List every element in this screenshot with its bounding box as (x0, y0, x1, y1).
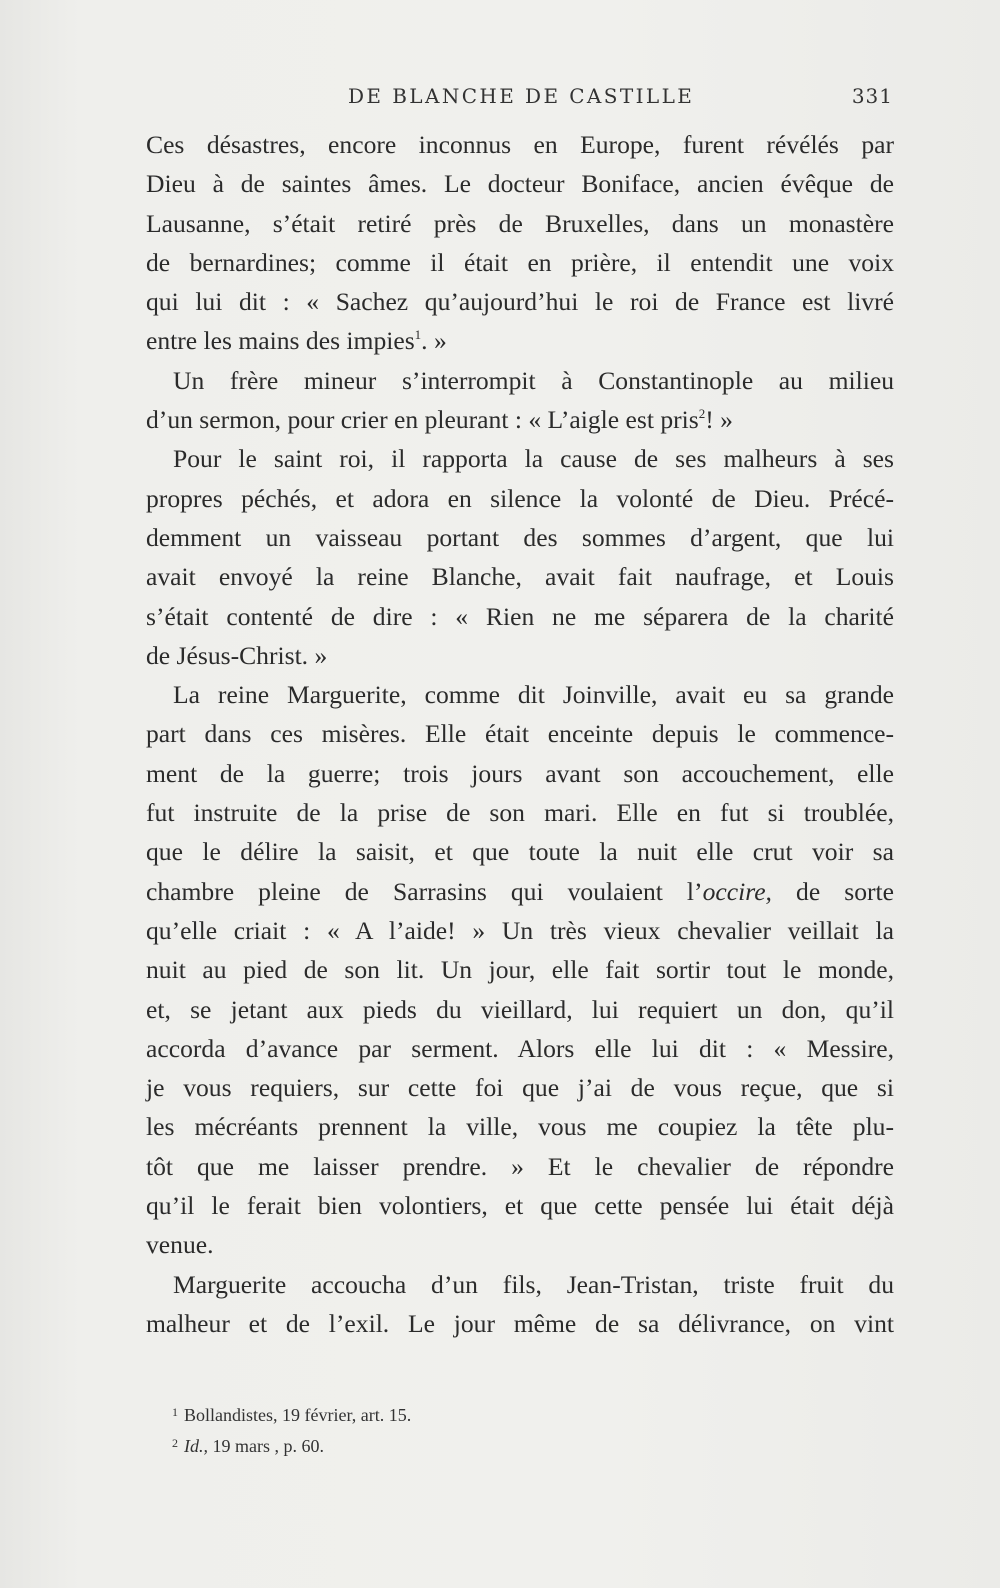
text-line: de Jésus-Christ. » (146, 640, 328, 670)
text-line: je vous requiers, sur cette foi que j’ai de vous reçue, que si (146, 1073, 894, 1103)
text-line: les mécréants prennent la ville, vous me coupiez la tête plu- (146, 1112, 894, 1142)
text-fragment: de sorte (771, 876, 894, 906)
footnote-ref: 2 (698, 406, 706, 422)
text-line (146, 400, 894, 439)
text-line (146, 872, 894, 911)
text-fragment: chambre pleine de Sarrasins qui voulaient l’ (146, 876, 703, 906)
italic-word: occire, (702, 876, 772, 906)
text-line: propres péchés, et adora en silence la volonté de Dieu. Précé- (146, 483, 894, 513)
footnote-italic: Id., (184, 1436, 208, 1456)
footnote (172, 1429, 772, 1460)
text-line: qu’elle criait : « A l’aide! » Un très vieux chevalier veillait la (146, 915, 894, 945)
text-line: La reine Marguerite, comme dit Joinville, avait eu sa grande (173, 680, 894, 710)
text-line: Pour le saint roi, il rapporta la cause de ses malheurs à ses (173, 444, 894, 474)
text-line: nuit au pied de son lit. Un jour, elle fait sortir tout le monde, (146, 955, 894, 985)
text-fragment: ! » (705, 405, 733, 435)
footnote-text: 19 mars , p. 60. (208, 1436, 324, 1456)
footnote-mark: 1 (172, 1405, 178, 1419)
text-line: demment un vaisseau portant des sommes d’argent, que lui (146, 522, 894, 552)
footnote-ref: 1 (414, 327, 422, 343)
text-line: accorda d’avance par serment. Alors elle lui dit : « Messire, (146, 1033, 894, 1063)
text-line: venue. (146, 1230, 214, 1260)
text-fragment: . » (421, 326, 447, 356)
text-line: et, se jetant aux pieds du vieillard, lui requiert un don, qu’il (146, 994, 894, 1024)
running-title: DE BLANCHE DE CASTILLE (348, 84, 695, 108)
footnote (172, 1398, 772, 1429)
text-line: part dans ces misères. Elle était enceinte depuis le commence- (146, 719, 894, 749)
body-text (146, 125, 894, 1343)
text-line: Marguerite accoucha d’un fils, Jean-Tristan, triste fruit du (173, 1269, 894, 1299)
text-line: ment de la guerre; trois jours avant son accouchement, elle (146, 758, 894, 788)
text-line: s’était contenté de dire : « Rien ne me séparera de la charité (146, 601, 894, 631)
text-line: qui lui dit : « Sachez qu’aujourd’hui le roi de France est livré (146, 287, 894, 317)
page-number: 331 (851, 84, 893, 108)
text-line: avait envoyé la reine Blanche, avait fait naufrage, et Louis (146, 562, 894, 592)
running-header (148, 84, 893, 114)
text-line: malheur et de l’exil. Le jour même de sa délivrance, on vint (146, 1308, 894, 1338)
text-fragment: entre les mains des impies (146, 326, 415, 356)
footnote-mark: 2 (172, 1436, 178, 1450)
text-line: Ces désastres, encore inconnus en Europe, furent révélés par (146, 130, 894, 159)
footnotes (172, 1398, 772, 1460)
text-line: Un frère mineur s’interrompit à Constantinople au milieu (173, 365, 894, 395)
text-line: tôt que me laisser prendre. » Et le chevalier de répondre (146, 1151, 894, 1181)
text-line: Dieu à de saintes âmes. Le docteur Boniface, ancien évêque de (146, 169, 894, 199)
text-line: Lausanne, s’était retiré près de Bruxelles, dans un monastère (146, 208, 894, 238)
text-line: que le délire la saisit, et que toute la nuit elle crut voir sa (146, 837, 894, 867)
text-line: fut instruite de la prise de son mari. Elle en fut si troublée, (146, 798, 894, 828)
text-line (146, 321, 894, 360)
text-line: qu’il le ferait bien volontiers, et que cette pensée lui était déjà (146, 1191, 894, 1221)
text-line: de bernardines; comme il était en prière, il entendit une voix (146, 247, 894, 277)
footnote-text: Bollandistes, 19 février, art. 15. (184, 1405, 412, 1425)
text-fragment: d’un sermon, pour crier en pleurant : « L’aigle est pris (146, 405, 699, 435)
